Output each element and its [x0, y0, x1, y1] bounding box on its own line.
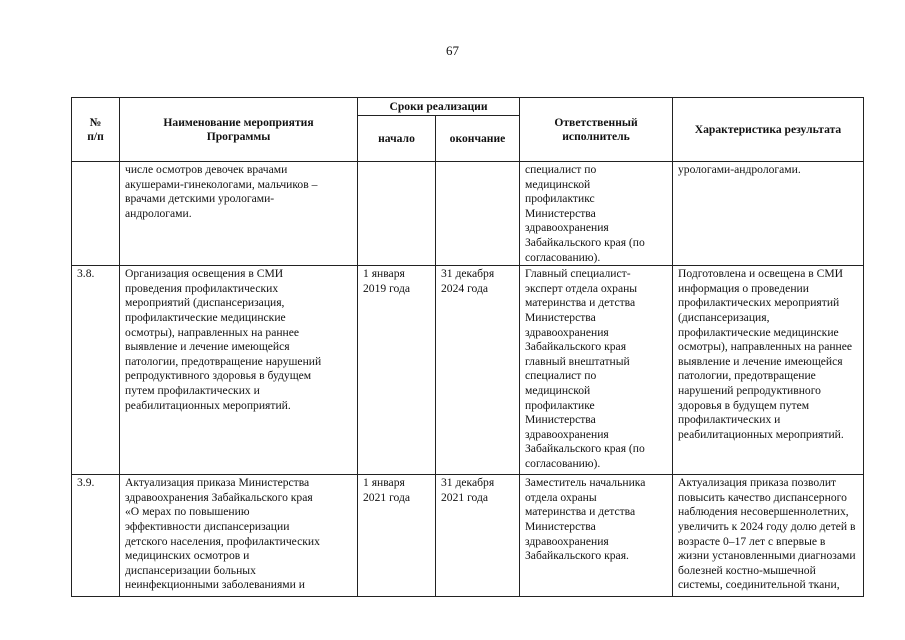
- header-responsible: Ответственный исполнитель: [520, 98, 673, 162]
- row-name: Актуализация приказа Министерства здравоохранения Забайкальского края «О мерах по повышению эффективности диспансеризации детского населения, профилактических медицинских осмотров и диспансеризации больных неинфекционными заболеваниями и: [120, 475, 358, 597]
- header-result: Характеристика результата: [673, 98, 864, 162]
- row-result: Актуализация приказа позволит повысить качество диспансерного наблюдения несовершеннолетних, увеличить к 2024 году долю детей в возрасте 0–17 лет с впервые в жизни установленными диагнозами болезней костно-мышечной системы, соединительной ткани,: [673, 475, 864, 597]
- program-table: [71, 97, 864, 597]
- header-num: № п/п: [72, 98, 120, 162]
- row-responsible: Заместитель начальника отдела охраны материнства и детства Министерства здравоохранения Забайкальского края.: [520, 475, 673, 597]
- table-row: [72, 266, 864, 475]
- row-result: урологами-андрологами.: [673, 162, 864, 266]
- row-num: 3.8.: [72, 266, 120, 475]
- table-row: [72, 162, 864, 266]
- row-name: Организация освещения в СМИ проведения профилактических мероприятий (диспансеризация, профилактические медицинские осмотры), направленных на раннее выявление и лечение имеющейся патологии, предотвращение нарушений репродуктивного здоровья в будущем путем профилактических и реабилитационных мероприятий.: [120, 266, 358, 475]
- row-end: 31 декабря 2021 года: [436, 475, 520, 597]
- page-number: 67: [446, 43, 459, 58]
- row-end: 31 декабря 2024 года: [436, 266, 520, 475]
- row-start: 1 января 2021 года: [358, 475, 436, 597]
- row-num: 3.9.: [72, 475, 120, 597]
- row-responsible: Главный специалист- эксперт отдела охраны материнства и детства Министерства здравоохранения Забайкальского края главный внештатный специалист по медицинской профилактике Министерства здравоохранения Забайкальского края (по согласованию).: [520, 266, 673, 475]
- row-end: [436, 162, 520, 266]
- row-result: Подготовлена и освещена в СМИ информация о проведении профилактических мероприятий (диспансеризация, профилактические медицинские осмотры), направленных на раннее выявление и лечение имеющейся патологии, предотвращение нарушений репродуктивного здоровья в будущем путем профилактических и реабилитационных мероприятий.: [673, 266, 864, 475]
- header-name: Наименование мероприятия Программы: [120, 98, 358, 162]
- row-start: [358, 162, 436, 266]
- row-num: [72, 162, 120, 266]
- header-end: окончание: [436, 116, 520, 162]
- row-name: числе осмотров девочек врачами акушерами-гинекологами, мальчиков – врачами детскими урологами- андрологами.: [120, 162, 358, 266]
- table-row: [72, 475, 864, 597]
- row-start: 1 января 2019 года: [358, 266, 436, 475]
- row-responsible: специалист по медицинской профилактикс Министерства здравоохранения Забайкальского края (по согласованию).: [520, 162, 673, 266]
- header-period: Сроки реализации: [358, 98, 520, 116]
- header-start: начало: [358, 116, 436, 162]
